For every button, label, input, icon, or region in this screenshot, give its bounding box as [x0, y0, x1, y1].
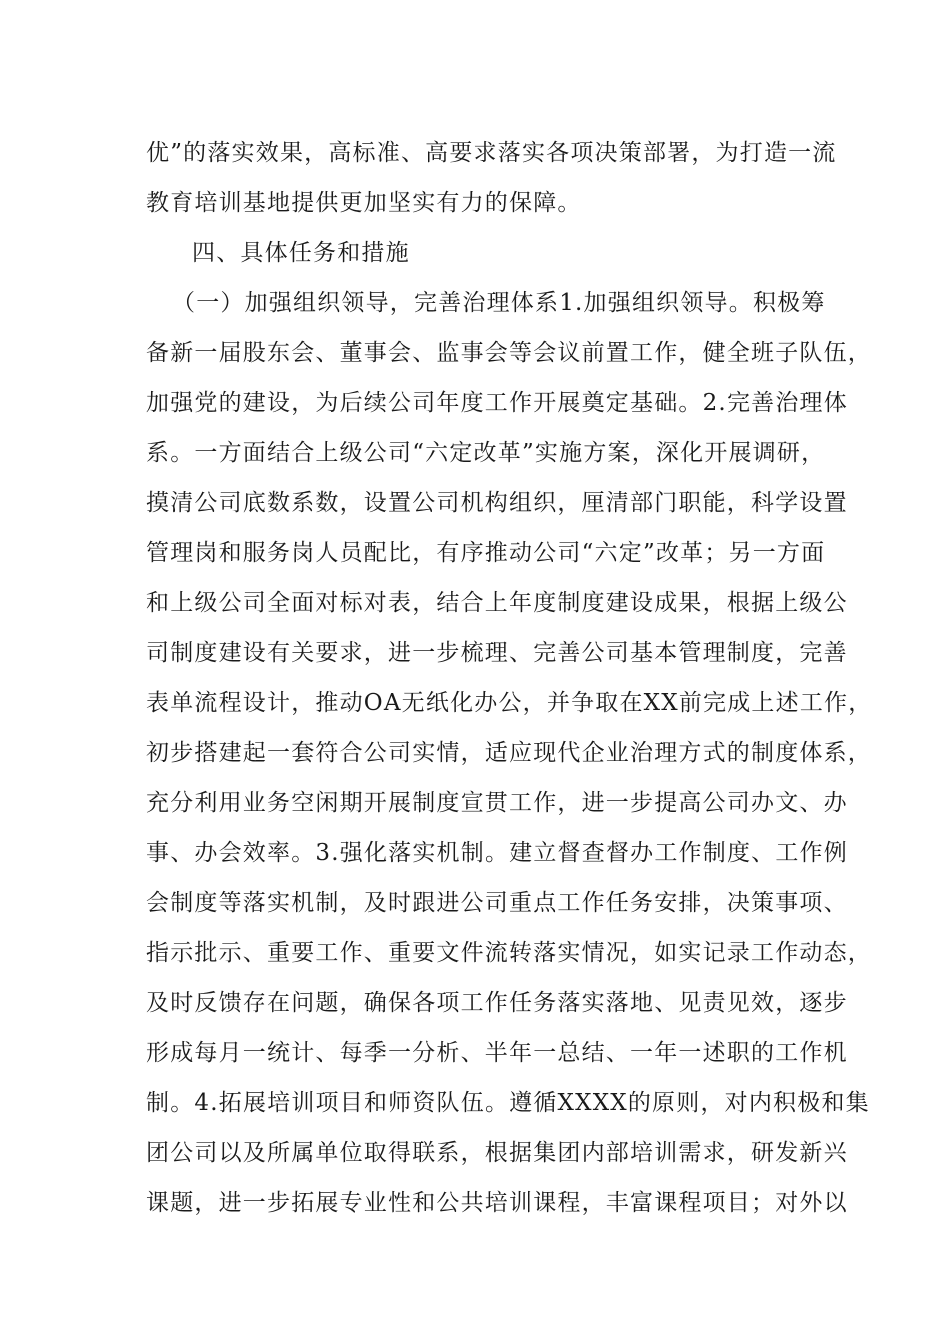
text-line-19: 形成每月一统计、每季一分析、半年一总结、一年一述职的工作机 — [146, 1040, 848, 1066]
text-line-9: 管理岗和服务岗人员配比，有序推动公司“六定”改革；另一方面 — [146, 540, 826, 566]
text-line-7: 系。一方面结合上级公司“六定改革”实施方案，深化开展调研， — [146, 440, 826, 466]
text-line-4: （一）加强组织领导，完善治理体系1.加强组织领导。积极筹 — [172, 290, 826, 316]
text-line-16: 会制度等落实机制，及时跟进公司重点工作任务安排，决策事项、 — [146, 890, 848, 916]
text-line-14: 充分利用业务空闲期开展制度宣贯工作，进一步提高公司办文、办 — [146, 790, 848, 816]
text-line-20: 制。4.拓展培训项目和师资队伍。遵循XXXX的原则，对内积极和集 — [146, 1090, 870, 1116]
text-line-12: 表单流程设计，推动OA无纸化办公，并争取在XX前完成上述工作， — [146, 690, 873, 716]
text-line-1: 优”的落实效果，高标准、高要求落实各项决策部署，为打造一流 — [146, 140, 837, 166]
text-line-6: 加强党的建设，为后续公司年度工作开展奠定基础。2.完善治理体 — [146, 390, 848, 416]
text-line-5: 备新一届股东会、董事会、监事会等会议前置工作，健全班子队伍， — [146, 340, 872, 366]
text-line-17: 指示批示、重要工作、重要文件流转落实情况，如实记录工作动态， — [146, 940, 872, 966]
text-line-11: 司制度建设有关要求，进一步梳理、完善公司基本管理制度，完善 — [146, 640, 848, 666]
text-line-2: 教育培训基地提供更加坚实有力的保障。 — [146, 190, 582, 216]
section-heading: 四、具体任务和措施 — [192, 240, 410, 266]
text-line-8: 摸清公司底数系数，设置公司机构组织，厘清部门职能，科学设置 — [146, 490, 848, 516]
text-line-22: 课题，进一步拓展专业性和公共培训课程，丰富课程项目；对外以 — [146, 1190, 848, 1216]
text-line-21: 团公司以及所属单位取得联系，根据集团内部培训需求，研发新兴 — [146, 1140, 848, 1166]
text-line-15: 事、办会效率。3.强化落实机制。建立督查督办工作制度、工作例 — [146, 840, 848, 866]
text-line-18: 及时反馈存在问题，确保各项工作任务落实落地、见责见效，逐步 — [146, 990, 848, 1016]
text-line-13: 初步搭建起一套符合公司实情，适应现代企业治理方式的制度体系， — [146, 740, 872, 766]
text-line-10: 和上级公司全面对标对表，结合上年度制度建设成果，根据上级公 — [146, 590, 848, 616]
